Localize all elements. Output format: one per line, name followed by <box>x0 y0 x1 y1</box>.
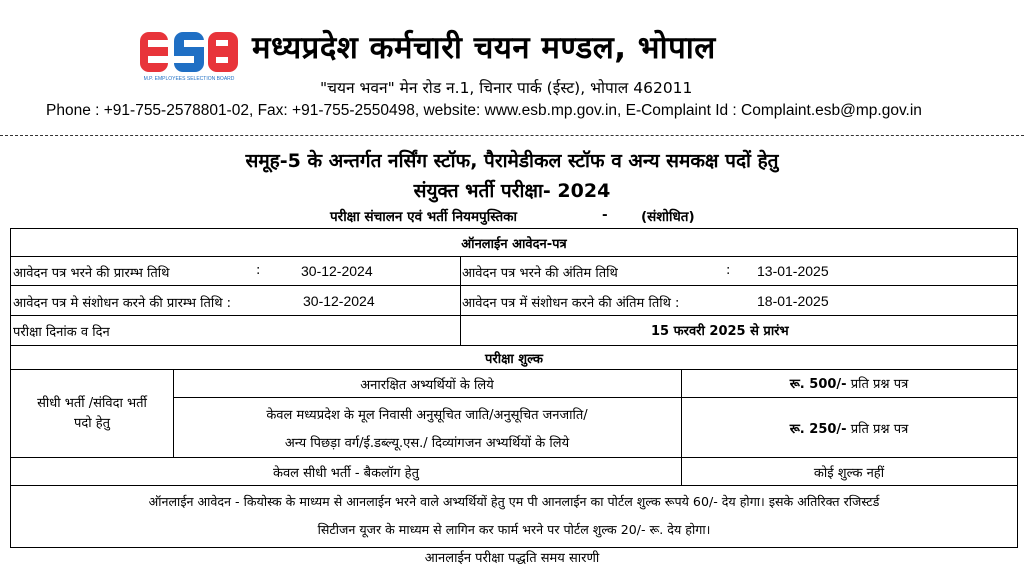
unreserved-amount: रू. 500/- <box>789 377 847 392</box>
exam-date-value: 15 फरवरी 2025 से प्रारंभ <box>651 324 789 339</box>
org-address: "चयन भवन" मेन रोड न.1, चिनार पार्क (ईस्ट), भोपाल 462011 <box>320 79 693 97</box>
schedule-heading: आनलाईन परीक्षा पद्धति समय सारणी <box>424 551 600 566</box>
org-contact: Phone : +91-755-2578801-02, Fax: +91-755-2550498, website: www.esb.mp.gov.in, E-Complaint Id : Complaint.esb@mp.gov.in <box>46 102 922 119</box>
info-table <box>10 228 1018 548</box>
reserved-fee <box>681 419 1017 437</box>
correction-start-value: 30-12-2024 <box>303 293 375 309</box>
esb-logo <box>140 30 238 86</box>
org-title: मध्यप्रदेश कर्मचारी चयन मण्डल, भोपाल <box>252 30 716 66</box>
correction-start-label: आवेदन पत्र मे संशोधन करने की प्रारम्भ तिथि : <box>13 296 232 311</box>
start-date-colon: : <box>256 263 261 278</box>
dashed-divider <box>0 135 1024 136</box>
fees-heading: परीक्षा शुल्क <box>485 352 543 367</box>
rulebook-label: परीक्षा संचालन एवं भर्ती नियमपुस्तिका <box>330 209 518 225</box>
correction-end-label: आवेदन पत्र में संशोधन करने की अंतिम तिथि : <box>462 296 680 311</box>
exam-date-label: परीक्षा दिनांक व दिन <box>13 325 110 340</box>
unreserved-label: अनारक्षित अभ्यर्थियों के लिये <box>360 378 494 393</box>
category-label-line1: सीधी भर्ती /संविदा भर्ती <box>37 396 147 411</box>
doc-title-line1: समूह-5 के अन्तर्गत नर्सिंग स्टॉफ, पैरामेडीकल स्टॉफ व अन्य समकक्ष पदों हेतु <box>245 150 779 172</box>
portal-note-line2: सिटीजन यूजर के माध्यम से लागिन कर फार्म भरने पर पोर्टल शुल्क 20/- रू. देय होगा। <box>317 522 711 537</box>
backlog-label: केवल सीधी भर्ती - बैकलॉग हेतु <box>272 466 420 481</box>
doc-title-line2: संयुक्त भर्ती परीक्षा- 2024 <box>413 180 611 202</box>
logo-subtext: M.P. EMPLOYEES SELECTION BOARD <box>143 76 235 82</box>
correction-end-value: 18-01-2025 <box>757 293 829 309</box>
category-label-line2: पदो हेतु <box>73 416 111 431</box>
unreserved-fee <box>681 374 1017 392</box>
reserved-suffix: प्रति प्रश्न पत्र <box>850 422 909 437</box>
reserved-amount: रू. 250/- <box>789 422 847 437</box>
title-dash: - <box>602 207 608 223</box>
backlog-fee: कोई शुल्क नहीं <box>813 466 885 481</box>
portal-note-line1: ऑनलाईन आवेदन - कियोस्क के माध्यम से आनलाईन भरने वाले अभ्यर्थियों हेतु एम पी आनलाईन का पोर्टल शुल्क रूपये 60/- देय होगा। इसके अतिरिक्त रजिस्टर्ड <box>148 494 880 509</box>
doc-title-line3 <box>330 207 695 225</box>
reserved-label-line1: केवल मध्यप्रदेश के मूल निवासी अनुसूचित जाति/अनुसूचित जनजाति/ <box>266 408 588 423</box>
end-date-colon: : <box>726 263 731 278</box>
start-date-label: आवेदन पत्र भरने की प्रारम्भ तिथि <box>13 266 170 281</box>
revised-label: (संशोधित) <box>641 209 695 225</box>
unreserved-suffix: प्रति प्रश्न पत्र <box>850 377 909 392</box>
page-header <box>0 0 1024 135</box>
end-date-value: 13-01-2025 <box>757 263 829 279</box>
reserved-label-line2: अन्य पिछड़ा वर्ग/ई.डब्ल्यू.एस./ दिव्यांगजन अभ्यर्थियों के लिये <box>284 436 570 451</box>
application-heading: ऑनलाईन आवेदन-पत्र <box>461 237 567 252</box>
start-date-value: 30-12-2024 <box>301 263 373 279</box>
end-date-label: आवेदन पत्र भरने की अंतिम तिथि <box>462 266 618 281</box>
